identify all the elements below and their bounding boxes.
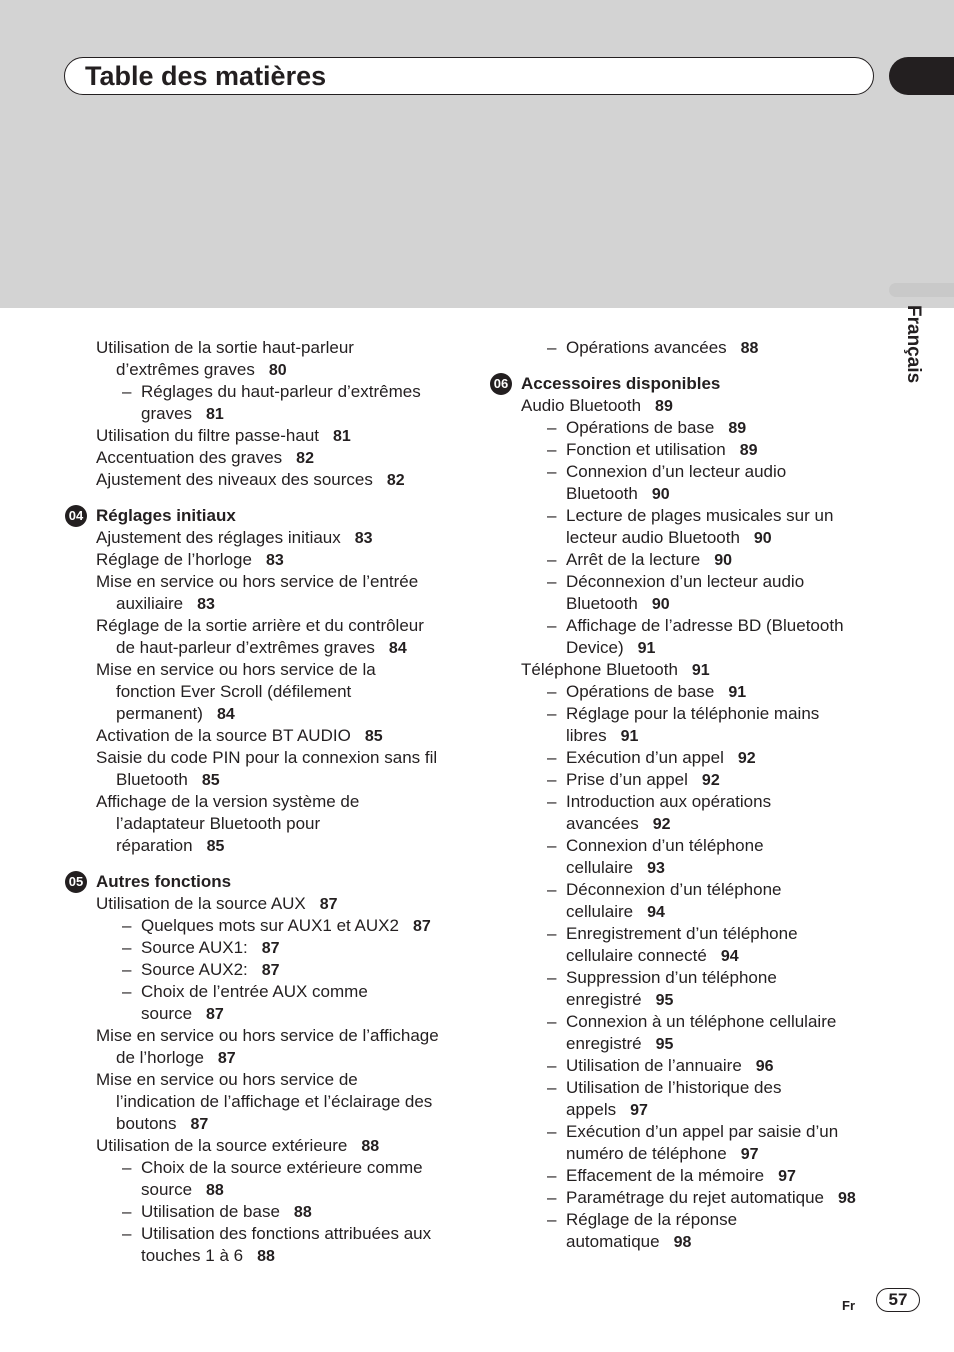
toc-entry[interactable] [521, 483, 901, 505]
toc-section-heading[interactable] [68, 505, 476, 527]
toc-entry[interactable] [96, 469, 476, 491]
toc-page-number: 85 [364, 728, 383, 745]
toc-entry[interactable] [521, 1011, 901, 1033]
toc-entry-text: cellulaire [566, 858, 634, 877]
toc-entry[interactable] [96, 959, 476, 981]
toc-page-number: 87 [261, 940, 280, 957]
toc-page-number: 97 [630, 1102, 648, 1119]
toc-entry-text: Affichage de la version système de [96, 792, 360, 811]
toc-entry[interactable] [96, 747, 476, 769]
toc-entry[interactable] [521, 395, 901, 417]
toc-entry[interactable] [96, 1025, 476, 1047]
toc-entry[interactable] [96, 593, 476, 615]
toc-entry[interactable] [96, 981, 476, 1003]
toc-entry[interactable] [521, 615, 901, 637]
toc-entry[interactable] [521, 681, 901, 703]
toc-entry-text: Effacement de la mémoire [566, 1166, 765, 1185]
dash-bullet: – [547, 968, 557, 987]
toc-page-number: 84 [216, 706, 235, 723]
toc-entry-text: auxiliaire [116, 594, 184, 613]
toc-entry[interactable] [521, 813, 901, 835]
toc-entry-text: Choix de l’entrée AUX comme [141, 982, 368, 1001]
toc-entry[interactable] [96, 1113, 476, 1135]
toc-page-number: 96 [755, 1058, 774, 1075]
toc-entry-text: appels [566, 1100, 617, 1119]
page-title: Table des matières [85, 61, 327, 91]
toc-page-number: 85 [206, 838, 225, 855]
toc-page-number: 81 [333, 428, 351, 445]
dash-bullet: – [122, 382, 132, 401]
toc-entry[interactable] [521, 659, 901, 681]
toc-entry[interactable] [96, 1003, 476, 1025]
toc-entry[interactable] [521, 879, 901, 901]
toc-entry[interactable] [96, 403, 476, 425]
toc-entry-text: Utilisation du filtre passe-haut [96, 426, 320, 445]
page-number-badge [876, 1288, 920, 1312]
dash-bullet: – [547, 616, 557, 635]
section-number-badge: 04 [65, 505, 87, 527]
toc-page-number: 85 [201, 772, 220, 789]
toc-entry[interactable] [521, 835, 901, 857]
toc-entry-text: enregistré [566, 1034, 642, 1053]
toc-entry-text: d’extrêmes graves [116, 360, 255, 379]
dash-bullet: – [547, 1012, 557, 1031]
toc-entry-text: Mise en service ou hors service de l’affichage [96, 1026, 439, 1045]
toc-entry[interactable] [96, 791, 476, 813]
toc-entry[interactable] [521, 1099, 901, 1121]
section-heading-text: Réglages initiaux [96, 506, 236, 525]
toc-entry[interactable] [96, 1157, 476, 1179]
toc-entry-text: Utilisation de l’annuaire [566, 1056, 742, 1075]
dash-bullet: – [122, 1224, 132, 1243]
toc-entry[interactable] [521, 1121, 901, 1143]
toc-entry[interactable] [96, 1245, 476, 1267]
toc-entry-text: Connexion à un téléphone cellulaire [566, 1012, 837, 1031]
dash-bullet: – [547, 338, 557, 357]
toc-entry-text: Audio Bluetooth [521, 396, 642, 415]
toc-entry[interactable] [96, 425, 476, 447]
toc-entry-text: Exécution d’un appel [566, 748, 724, 767]
toc-entry[interactable] [521, 703, 901, 725]
dash-bullet: – [547, 1210, 557, 1229]
toc-entry-text: Opérations de base [566, 682, 715, 701]
toc-entry-text: Bluetooth [566, 594, 638, 613]
toc-entry[interactable] [521, 637, 901, 659]
toc-entry-text: touches 1 à 6 [141, 1246, 244, 1265]
toc-entry-text: Déconnexion d’un téléphone [566, 880, 782, 899]
toc-entry-text: Suppression d’un téléphone [566, 968, 777, 987]
toc-entry-text: de haut-parleur d’extrêmes graves [116, 638, 375, 657]
toc-entry-text: Réglage de la sortie arrière et du contrôleur [96, 616, 424, 635]
toc-page-number: 89 [739, 442, 758, 459]
toc-page-number: 83 [265, 552, 284, 569]
dash-bullet: – [547, 880, 557, 899]
toc-entry[interactable] [96, 447, 476, 469]
language-tab [889, 283, 954, 297]
toc-entry-text: Réglage de l’horloge [96, 550, 252, 569]
toc-entry[interactable] [521, 967, 901, 989]
toc-entry[interactable] [96, 937, 476, 959]
dash-bullet: – [547, 550, 557, 569]
dash-bullet: – [547, 924, 557, 943]
toc-entry[interactable] [521, 439, 901, 461]
toc-entry[interactable] [521, 923, 901, 945]
toc-entry[interactable] [521, 1077, 901, 1099]
title-box [64, 57, 874, 95]
section-number-badge: 05 [65, 871, 87, 893]
toc-entry[interactable] [521, 571, 901, 593]
toc-page-number: 83 [354, 530, 373, 547]
toc-entry-text: Enregistrement d’un téléphone [566, 924, 798, 943]
toc-page-number: 94 [720, 948, 739, 965]
toc-entry-text: source [141, 1180, 193, 1199]
section-number-badge: 06 [490, 373, 512, 395]
toc-entry-text: Téléphone Bluetooth [521, 660, 678, 679]
toc-entry[interactable] [96, 725, 476, 747]
toc-entry-text: Ajustement des niveaux des sources [96, 470, 373, 489]
dash-bullet: – [547, 1166, 557, 1185]
toc-page-number: 82 [296, 450, 314, 467]
toc-section-heading[interactable] [68, 871, 476, 893]
toc-entry-text: Ajustement des réglages initiaux [96, 528, 341, 547]
toc-entry[interactable] [96, 1047, 476, 1069]
toc-entry-text: automatique [566, 1232, 660, 1251]
toc-entry[interactable] [96, 1223, 476, 1245]
toc-entry[interactable] [96, 893, 476, 915]
toc-entry-text: Source AUX2: [141, 960, 248, 979]
toc-entry[interactable] [96, 813, 476, 835]
toc-entry[interactable] [96, 571, 476, 593]
dash-bullet: – [122, 982, 132, 1001]
section-gap [96, 491, 476, 505]
section-heading-text: Accessoires disponibles [521, 374, 721, 393]
dash-bullet: – [547, 770, 557, 789]
toc-entry-text: Bluetooth [116, 770, 188, 789]
page-number: 57 [888, 1290, 908, 1309]
toc-entry-text: Exécution d’un appel par saisie d’un [566, 1122, 839, 1141]
toc-page-number: 98 [673, 1234, 692, 1251]
toc-entry-text: Utilisation de base [141, 1202, 280, 1221]
toc-page-number: 89 [728, 420, 747, 437]
toc-page-number: 94 [647, 904, 665, 921]
toc-entry[interactable] [521, 747, 901, 769]
toc-entry-text: Fonction et utilisation [566, 440, 726, 459]
toc-page-number: 87 [217, 1050, 236, 1067]
toc-page-number: 91 [728, 684, 747, 701]
toc-entry[interactable] [521, 417, 901, 439]
toc-entry-text: graves [141, 404, 193, 423]
toc-entry[interactable] [96, 549, 476, 571]
toc-entry-text: Prise d’un appel [566, 770, 688, 789]
toc-entry[interactable] [521, 1165, 901, 1187]
dash-bullet: – [547, 506, 557, 525]
toc-entry-text: libres [566, 726, 607, 745]
toc-page-number: 92 [701, 772, 720, 789]
toc-page-number: 88 [361, 1138, 380, 1155]
toc-entry-text: Introduction aux opérations [566, 792, 772, 811]
toc-entry-text: cellulaire connecté [566, 946, 707, 965]
toc-page-number: 87 [412, 918, 431, 935]
toc-entry-text: Déconnexion d’un lecteur audio [566, 572, 805, 591]
toc-page-number: 80 [268, 362, 287, 379]
toc-entry[interactable] [96, 659, 476, 681]
toc-page-number: 87 [261, 962, 280, 979]
toc-entry-text: boutons [116, 1114, 177, 1133]
toc-entry-text: Opérations de base [566, 418, 715, 437]
toc-entry-text: Bluetooth [566, 484, 638, 503]
toc-entry-text: Mise en service ou hors service de l’entrée [96, 572, 419, 591]
toc-entry-text: cellulaire [566, 902, 634, 921]
toc-page-number: 92 [737, 750, 756, 767]
toc-page-number: 97 [778, 1168, 796, 1185]
toc-entry[interactable] [96, 337, 476, 359]
toc-entry[interactable] [96, 835, 476, 857]
toc-entry-text: permanent) [116, 704, 203, 723]
toc-page-number: 84 [388, 640, 407, 657]
toc-page-number: 87 [206, 1006, 224, 1023]
toc-entry[interactable] [96, 1135, 476, 1157]
footer-language-code: Fr [842, 1298, 855, 1313]
dash-bullet: – [547, 682, 557, 701]
toc-entry-text: l’indication de l’affichage et l’éclairage des [116, 1092, 433, 1111]
section-tab [889, 57, 954, 95]
toc-entry[interactable] [521, 725, 901, 747]
toc-page-number: 88 [293, 1204, 312, 1221]
toc-entry[interactable] [96, 1069, 476, 1091]
toc-page-number: 90 [651, 596, 670, 613]
toc-entry[interactable] [96, 915, 476, 937]
toc-entry-text: Utilisation des fonctions attribuées aux [141, 1224, 432, 1243]
toc-entry[interactable] [96, 1091, 476, 1113]
toc-entry[interactable] [521, 791, 901, 813]
toc-entry[interactable] [521, 1187, 901, 1209]
toc-entry[interactable] [96, 1201, 476, 1223]
toc-entry-text: Accentuation des graves [96, 448, 283, 467]
toc-section-heading[interactable] [493, 373, 901, 395]
header-band [0, 0, 954, 308]
toc-entry-text: réparation [116, 836, 193, 855]
toc-entry[interactable] [96, 359, 476, 381]
toc-entry[interactable] [96, 769, 476, 791]
toc-entry[interactable] [521, 1143, 901, 1165]
toc-page-number: 95 [655, 992, 674, 1009]
dash-bullet: – [122, 960, 132, 979]
toc-entry-text: Réglage de la réponse [566, 1210, 738, 1229]
section-gap [96, 857, 476, 871]
toc-entry-text: Source AUX1: [141, 938, 248, 957]
toc-entry-text: Opérations avancées [566, 338, 727, 357]
toc-entry[interactable] [96, 527, 476, 549]
toc-entry[interactable] [96, 1179, 476, 1201]
toc-entry-text: Connexion d’un lecteur audio [566, 462, 787, 481]
toc-entry[interactable] [96, 615, 476, 637]
toc-entry-text: Utilisation de l’historique des [566, 1078, 782, 1097]
toc-entry-text: Paramétrage du rejet automatique [566, 1188, 824, 1207]
toc-entry-text: fonction Ever Scroll (défilement [116, 682, 352, 701]
dash-bullet: – [547, 748, 557, 767]
dash-bullet: – [547, 704, 557, 723]
toc-entry-text: Lecture de plages musicales sur un [566, 506, 834, 525]
toc-entry[interactable] [521, 549, 901, 571]
toc-entry[interactable] [521, 1209, 901, 1231]
dash-bullet: – [547, 418, 557, 437]
toc-entry[interactable] [521, 1055, 901, 1077]
toc-page-number: 87 [190, 1116, 209, 1133]
toc-page-number: 83 [197, 596, 215, 613]
toc-page-number: 90 [753, 530, 772, 547]
dash-bullet: – [547, 1078, 557, 1097]
toc-page-number: 88 [206, 1182, 224, 1199]
toc-entry-text: Mise en service ou hors service de la [96, 660, 376, 679]
toc-page-number: 98 [838, 1190, 856, 1207]
toc-entry-text: de l’horloge [116, 1048, 204, 1067]
toc-entry[interactable] [96, 681, 476, 703]
toc-entry[interactable] [96, 637, 476, 659]
toc-entry[interactable] [96, 703, 476, 725]
toc-entry-text: source [141, 1004, 193, 1023]
dash-bullet: – [122, 1202, 132, 1221]
toc-entry[interactable] [521, 857, 901, 879]
dash-bullet: – [547, 1188, 557, 1207]
toc-entry[interactable] [521, 1231, 901, 1253]
toc-entry-text: Réglages du haut-parleur d’extrêmes [141, 382, 421, 401]
toc-page-number: 90 [651, 486, 670, 503]
toc-entry-text: Activation de la source BT AUDIO [96, 726, 351, 745]
toc-page-number: 88 [740, 340, 759, 357]
toc-entry[interactable] [521, 769, 901, 791]
toc-entry[interactable] [521, 945, 901, 967]
toc-page-number: 90 [714, 552, 732, 569]
toc-entry-text: avancées [566, 814, 639, 833]
toc-page-number: 89 [655, 398, 673, 415]
section-gap [521, 359, 901, 373]
dash-bullet: – [547, 792, 557, 811]
dash-bullet: – [547, 462, 557, 481]
toc-entry-text: Affichage de l’adresse BD (Bluetooth [566, 616, 844, 635]
toc-page-number: 91 [637, 640, 656, 657]
toc-entry[interactable] [521, 461, 901, 483]
toc-page-number: 93 [647, 860, 665, 877]
toc-page-number: 88 [257, 1248, 275, 1265]
toc-entry-text: Mise en service ou hors service de [96, 1070, 358, 1089]
toc-page-number: 92 [652, 816, 671, 833]
toc-page-number: 82 [386, 472, 405, 489]
toc-entry[interactable] [521, 593, 901, 615]
toc-entry-text: numéro de téléphone [566, 1144, 727, 1163]
dash-bullet: – [122, 938, 132, 957]
dash-bullet: – [547, 1056, 557, 1075]
toc-entry[interactable] [521, 337, 901, 359]
toc-entry-text: Réglage pour la téléphonie mains [566, 704, 820, 723]
toc-entry-text: Saisie du code PIN pour la connexion sans fil [96, 748, 438, 767]
dash-bullet: – [547, 572, 557, 591]
toc-right-column [493, 337, 901, 1253]
toc-entry-text: enregistré [566, 990, 642, 1009]
toc-entry-text: Device) [566, 638, 624, 657]
section-heading-text: Autres fonctions [96, 872, 232, 891]
language-label: Français [903, 305, 924, 384]
dash-bullet: – [122, 1158, 132, 1177]
toc-entry-text: Utilisation de la sortie haut-parleur [96, 338, 354, 357]
toc-page-number: 95 [655, 1036, 674, 1053]
toc-page-number: 81 [206, 406, 224, 423]
toc-entry[interactable] [521, 989, 901, 1011]
dash-bullet: – [122, 916, 132, 935]
toc-entry[interactable] [521, 901, 901, 923]
toc-page-number: 91 [691, 662, 710, 679]
toc-page-number: 91 [620, 728, 639, 745]
dash-bullet: – [547, 440, 557, 459]
toc-entry[interactable] [521, 505, 901, 527]
toc-entry-text: Arrêt de la lecture [566, 550, 701, 569]
toc-entry-text: Utilisation de la source AUX [96, 894, 306, 913]
toc-left-column [68, 337, 476, 1267]
dash-bullet: – [547, 1122, 557, 1141]
toc-entry[interactable] [96, 381, 476, 403]
language-label-wrap [900, 305, 926, 405]
toc-entry-text: Choix de la source extérieure comme [141, 1158, 423, 1177]
toc-entry-text: Connexion d’un téléphone [566, 836, 764, 855]
toc-page-number: 97 [740, 1146, 759, 1163]
toc-entry-text: Quelques mots sur AUX1 et AUX2 [141, 916, 399, 935]
toc-entry-text: Utilisation de la source extérieure [96, 1136, 348, 1155]
toc-entry[interactable] [521, 527, 901, 549]
toc-page-number: 87 [319, 896, 338, 913]
dash-bullet: – [547, 836, 557, 855]
toc-entry[interactable] [521, 1033, 901, 1055]
toc-entry-text: l’adaptateur Bluetooth pour [116, 814, 321, 833]
toc-entry-text: lecteur audio Bluetooth [566, 528, 740, 547]
